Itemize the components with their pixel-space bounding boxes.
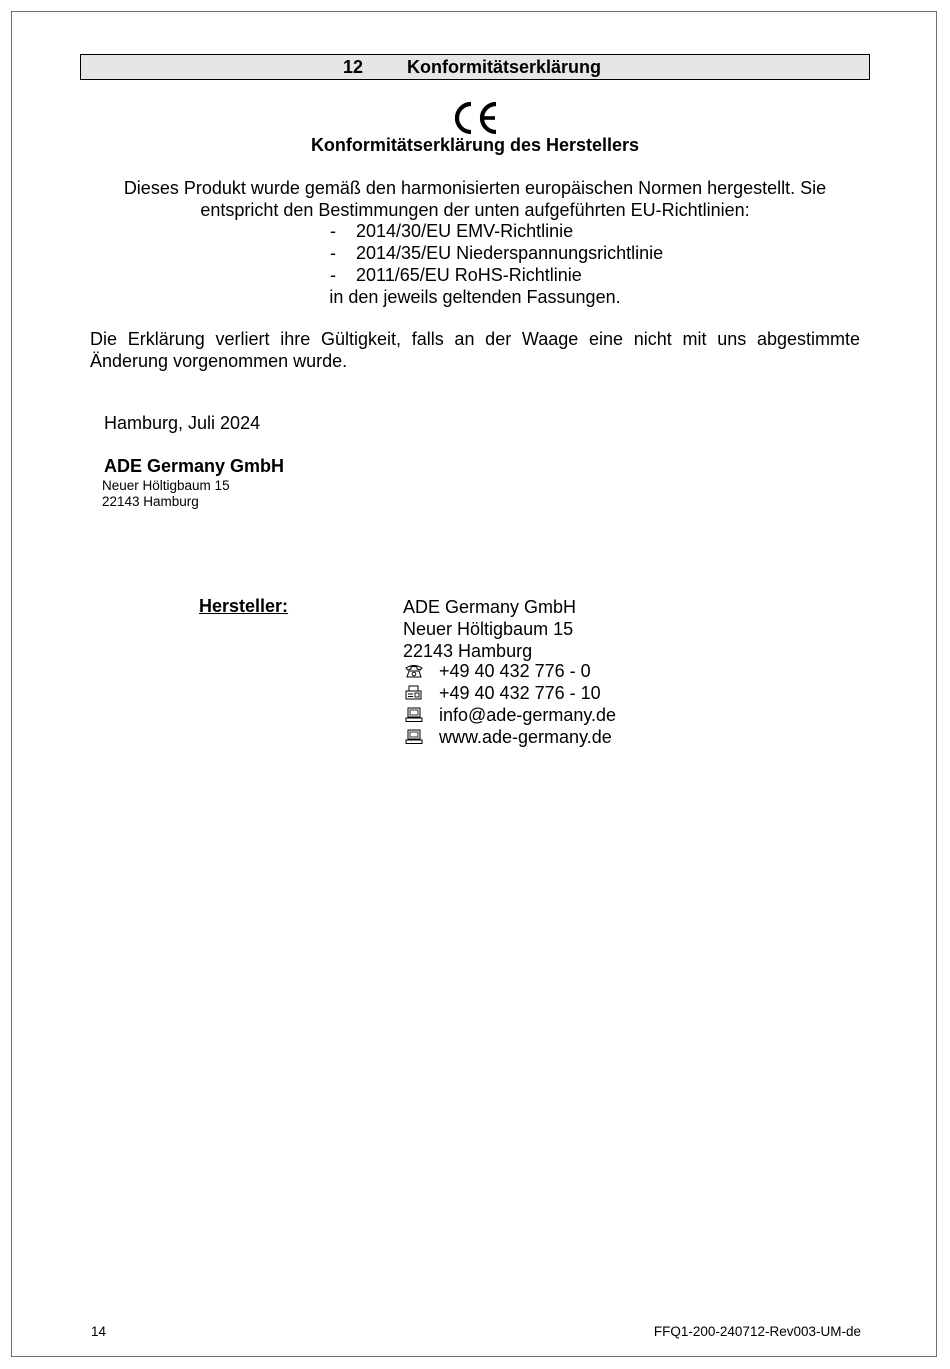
manufacturer-city: 22143 Hamburg bbox=[403, 641, 533, 661]
manufacturer-label: Hersteller: bbox=[199, 596, 289, 616]
directive-text: 2014/30/EU EMV-Richtlinie bbox=[356, 221, 574, 241]
declaration-heading: Konformitätserklärung des Herstellers bbox=[310, 135, 640, 155]
manufacturer-street: Neuer Höltigbaum 15 bbox=[403, 619, 574, 639]
validity-paragraph: Die Erklärung verliert ihre Gültigkeit, falls an der Waage eine nicht mit uns abgestimmte Änderung vorgenommen wurde. bbox=[90, 329, 860, 371]
section-header bbox=[80, 54, 870, 80]
ce-mark-icon bbox=[450, 100, 502, 136]
place-date: Hamburg, Juli 2024 bbox=[104, 413, 261, 433]
computer-icon bbox=[404, 729, 424, 745]
directive-item bbox=[330, 264, 582, 286]
document-code: FFQ1-200-240712-Rev003-UM-de bbox=[653, 1324, 861, 1339]
manufacturer-name: ADE Germany GmbH bbox=[403, 597, 577, 617]
section-number: 12 bbox=[343, 57, 364, 77]
website-address: www.ade-germany.de bbox=[439, 727, 612, 747]
email-address: info@ade-germany.de bbox=[439, 705, 617, 725]
signature-city: 22143 Hamburg bbox=[102, 494, 199, 509]
phone-number: +49 40 432 776 - 0 bbox=[439, 661, 591, 681]
declaration-intro: Dieses Produkt wurde gemäß den harmonisierten europäischen Normen hergestellt. Sie entspricht den Bestimmungen der unten aufgeführten EU-Richtlinien: bbox=[123, 178, 827, 220]
list-dash: - bbox=[330, 221, 336, 241]
page-number: 14 bbox=[91, 1324, 107, 1339]
list-dash: - bbox=[330, 265, 336, 285]
signature-company: ADE Germany GmbH bbox=[104, 456, 285, 476]
computer-icon bbox=[404, 707, 424, 723]
in-force-note: in den jeweils geltenden Fassungen. bbox=[329, 287, 621, 307]
directive-text: 2014/35/EU Niederspannungsrichtlinie bbox=[356, 243, 664, 263]
directive-text: 2011/65/EU RoHS-Richtlinie bbox=[356, 265, 582, 285]
fax-number: +49 40 432 776 - 10 bbox=[439, 683, 601, 703]
signature-street: Neuer Höltigbaum 15 bbox=[102, 478, 230, 493]
fax-icon bbox=[404, 685, 424, 701]
section-title: Konformitätserklärung bbox=[407, 57, 602, 77]
directive-item bbox=[330, 242, 663, 264]
list-dash: - bbox=[330, 243, 336, 263]
phone-icon bbox=[404, 663, 424, 679]
directive-item bbox=[330, 220, 573, 242]
